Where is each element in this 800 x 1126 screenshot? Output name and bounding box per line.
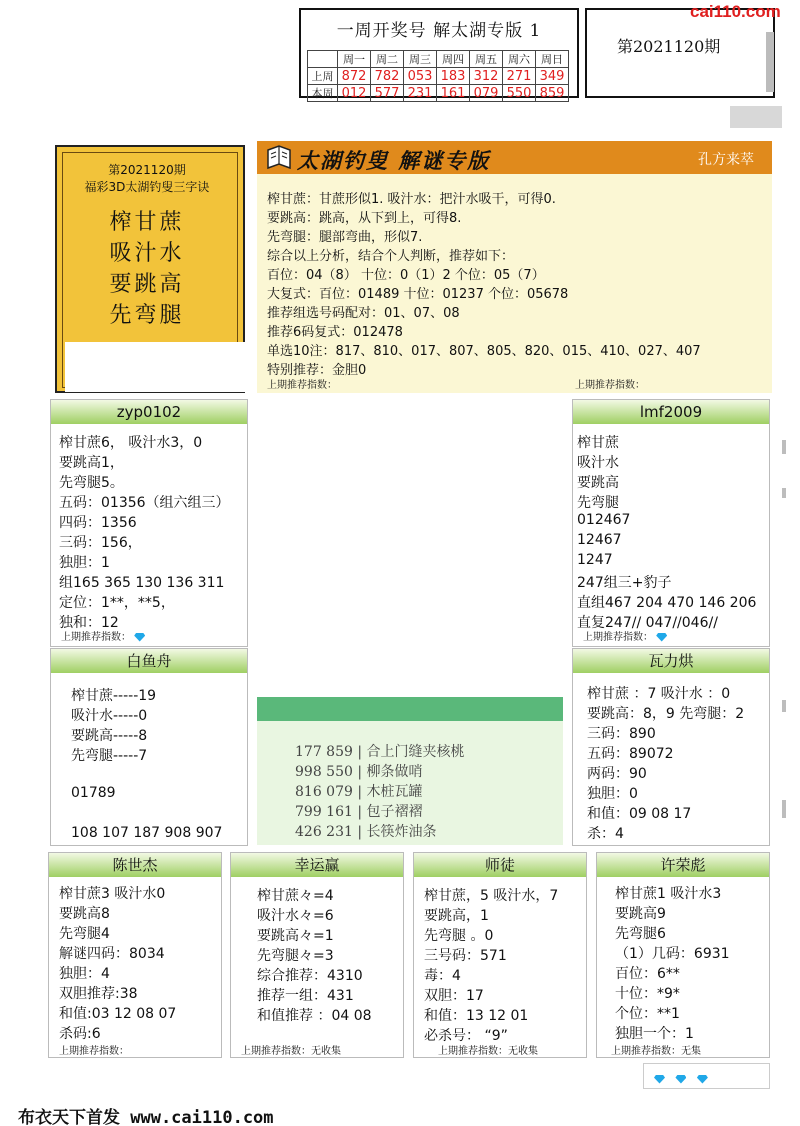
previous-rating — [61, 628, 145, 643]
expert-line: 个位：**1 — [615, 1006, 680, 1022]
article-line: 要跳高：跳高，从下到上，可得8. — [267, 211, 462, 226]
riddle-word: 要跳高 — [109, 272, 185, 297]
expert-line: 榨甘蔗-----19 — [71, 688, 157, 704]
previous-rating-label: 上期推荐指数：无收集 — [438, 1046, 538, 1057]
article-line: 推荐6码复式：012478 — [267, 325, 403, 340]
days-row — [308, 51, 569, 68]
result-number: 271 — [503, 68, 536, 85]
expert-name: zyp0102 — [51, 400, 247, 424]
expert-line: 榨甘蔗6， 吸汁水3，0 — [59, 435, 203, 451]
result-number: 349 — [536, 68, 569, 85]
result-number: 053 — [404, 68, 437, 85]
expert-line: 1247 — [577, 552, 613, 568]
expert-line: 先弯腿-----7 — [71, 748, 148, 764]
day-label: 周三 — [404, 51, 437, 68]
expert-name: 陈世杰 — [49, 853, 221, 877]
site-footer[interactable]: 布衣天下首发 www.cai110.com — [18, 1108, 274, 1126]
expert-name: 幸运赢 — [231, 853, 403, 877]
day-label: 周日 — [536, 51, 569, 68]
expert-line: 和值：13 12 01 — [424, 1008, 529, 1024]
expert-box-chenshijie — [48, 852, 222, 1058]
this-week-row — [308, 85, 569, 102]
expert-box-xurongbiao — [596, 852, 770, 1058]
expert-line: 榨甘蔗1 吸汁水3 — [615, 886, 722, 902]
riddle-word: 先弯腿 — [109, 303, 185, 328]
expert-line: 先弯腿4 — [59, 926, 110, 942]
expert-line: 要跳高 — [577, 475, 619, 491]
expert-box-zyp0102 — [50, 399, 248, 647]
expert-name: 瓦力烘 — [573, 649, 769, 673]
expert-line: 12467 — [577, 532, 622, 548]
riddle-word: 吸汁水 — [109, 241, 185, 266]
expert-line: 247组三+豹子 — [577, 575, 672, 591]
blank-area — [65, 342, 245, 392]
diamond-icon — [697, 1075, 708, 1084]
previous-rating-label: 上期推荐指数：无集 — [611, 1046, 701, 1057]
expert-line: 双胆：17 — [424, 988, 484, 1004]
expert-name: 许荣彪 — [597, 853, 769, 877]
expert-line: 五码：01356（组六组三） — [59, 495, 230, 511]
history-item: 177 859 | 合上门缝夹核桃 — [295, 744, 465, 760]
article-body — [257, 174, 772, 393]
expert-line: 榨甘蔗3 吸汁水0 — [59, 886, 166, 902]
day-label: 周二 — [371, 51, 404, 68]
edge-mark — [782, 488, 786, 498]
expert-line: （1）几码：6931 — [615, 946, 730, 962]
result-number: 872 — [338, 68, 371, 85]
result-number: 161 — [437, 85, 470, 102]
rating-diamonds — [643, 1063, 770, 1089]
article-line: 单选10注：817、810、017、807、805、820、015、410、027、407 — [267, 344, 701, 359]
weekly-results-title: 一周开奖号 解太湖专版 1 — [336, 21, 542, 41]
expert-line: 要跳高：8，9 先弯腿：2 — [587, 706, 745, 722]
article-line: 榨甘蔗：甘蔗形似1. 吸汁水：把汁水吸干，可得0. — [267, 192, 556, 207]
expert-line: 先弯腿 — [577, 495, 619, 511]
expert-line: 毒：4 — [424, 968, 461, 984]
diamond-icon — [675, 1075, 686, 1084]
site-logo[interactable]: cai110.com — [690, 2, 781, 21]
history-item: 998 550 | 柳条做哨 — [295, 764, 423, 780]
expert-line: 独和：12 — [59, 615, 119, 631]
expert-line: 综合推荐：4310 — [257, 968, 363, 984]
expert-name: lmf2009 — [573, 400, 769, 424]
result-number: 079 — [470, 85, 503, 102]
diamond-icon — [654, 1075, 665, 1084]
weekly-results-table — [307, 50, 569, 102]
expert-line: 榨甘蔗々=4 — [257, 888, 334, 904]
expert-line: 榨甘蔗，5 吸汁水，7 — [424, 888, 559, 904]
expert-line: 先弯腿5。 — [59, 475, 124, 491]
previous-rating-label: 上期推荐指数： — [267, 380, 337, 391]
expert-line: 四码：1356 — [59, 515, 137, 531]
expert-line: 直组467 204 470 146 206 — [577, 595, 757, 611]
expert-line: 五码：89072 — [587, 746, 674, 762]
expert-line: 必杀号： “9” — [424, 1028, 508, 1044]
history-item: 426 231 | 长筷炸油条 — [295, 824, 437, 840]
issue-number: 第2021120期 — [617, 37, 721, 56]
article-line: 特别推荐：金胆0 — [267, 363, 367, 378]
result-number: 012 — [338, 85, 371, 102]
expert-line: 吸汁水-----0 — [71, 708, 148, 724]
article-line: 先弯腿：腿部弯曲，形似7. — [267, 230, 423, 245]
result-number: 231 — [404, 85, 437, 102]
expert-box-xingyunying — [230, 852, 404, 1058]
expert-line: 先弯腿6 — [615, 926, 666, 942]
expert-name: 白鱼舟 — [51, 649, 247, 673]
result-number: 550 — [503, 85, 536, 102]
expert-line: 杀码:6 — [59, 1026, 101, 1042]
article-author: 孔方来萃 — [698, 152, 754, 168]
expert-line: 吸汁水 — [577, 455, 619, 471]
history-item: 799 161 | 包子褶褶 — [295, 804, 423, 820]
article-line: 推荐组选号码配对：01、07、08 — [267, 306, 460, 321]
result-number: 183 — [437, 68, 470, 85]
weekly-results-box — [299, 8, 579, 101]
expert-line: 先弯腿 。0 — [424, 928, 494, 944]
expert-line: 和值:03 12 08 07 — [59, 1006, 177, 1022]
expert-line: 双胆推荐:38 — [59, 986, 138, 1002]
expert-line: 和值推荐 ：04 08 — [257, 1008, 372, 1024]
expert-line: 定位：1**，**5， — [59, 595, 175, 611]
day-label: 周一 — [338, 51, 371, 68]
expert-line: 先弯腿々=3 — [257, 948, 334, 964]
row-label: 本周 — [308, 85, 338, 102]
article-line: 百位：04（8） 十位：0（1）2 个位：05（7） — [267, 268, 545, 283]
expert-box-shitu — [413, 852, 587, 1058]
expert-box-lmf2009 — [572, 399, 770, 647]
previous-rating-label: 上期推荐指数：无收集 — [241, 1046, 341, 1057]
expert-line: 要跳高々=1 — [257, 928, 334, 944]
expert-line: 解谜四码：8034 — [59, 946, 165, 962]
expert-line: 十位：*9* — [615, 986, 680, 1002]
expert-line: 独胆一个：1 — [615, 1026, 694, 1042]
expert-line: 01789 — [71, 785, 116, 801]
result-number: 782 — [371, 68, 404, 85]
diamond-icon — [134, 633, 145, 642]
expert-line: 012467 — [577, 512, 631, 528]
expert-line: 要跳高，1 — [424, 908, 489, 924]
history-item: 816 079 | 木桩瓦罐 — [295, 784, 423, 800]
expert-line: 吸汁水々=6 — [257, 908, 334, 924]
expert-line: 组165 365 130 136 311 — [59, 575, 225, 591]
riddle-panel — [55, 145, 245, 393]
last-week-row — [308, 68, 569, 85]
expert-line: 三号码：571 — [424, 948, 507, 964]
riddle-word: 榨甘蔗 — [109, 210, 185, 235]
expert-line: 和值：09 08 17 — [587, 806, 692, 822]
previous-rating — [583, 628, 667, 643]
expert-line: 要跳高9 — [615, 906, 666, 922]
day-label: 周四 — [437, 51, 470, 68]
previous-rating-label: 上期推荐指数： — [575, 380, 645, 391]
expert-line: 杀：4 — [587, 826, 624, 842]
history-list — [257, 721, 563, 845]
article-header — [257, 141, 772, 174]
edge-mark — [782, 440, 786, 454]
day-label: 周五 — [470, 51, 503, 68]
result-number: 859 — [536, 85, 569, 102]
article-line: 综合以上分析，结合个人判断，推荐如下： — [267, 249, 515, 264]
expert-line: 要跳高1， — [59, 455, 124, 471]
expert-line: 榨甘蔗 ：7 吸汁水 ：0 — [587, 686, 731, 702]
expert-line: 108 107 187 908 907 — [71, 825, 223, 841]
article-title: 太湖钓叟 解谜专版 — [297, 148, 491, 173]
logo-divider — [766, 32, 774, 92]
previous-rating-label: 上期推荐指数： — [583, 632, 653, 643]
expert-line: 独胆：0 — [587, 786, 638, 802]
diamond-icon — [656, 633, 667, 642]
day-label: 周六 — [503, 51, 536, 68]
expert-name: 师徒 — [414, 853, 586, 877]
expert-line: 推荐一组：431 — [257, 988, 354, 1004]
book-icon — [265, 144, 293, 171]
expert-line: 独胆：4 — [59, 966, 110, 982]
expert-line: 百位：6** — [615, 966, 680, 982]
previous-rating-label: 上期推荐指数： — [59, 1046, 129, 1057]
history-strip — [257, 697, 563, 721]
edge-mark — [782, 800, 786, 818]
riddle-subtitle: 福彩3D太湖钓叟三字诀 — [84, 180, 210, 194]
expert-line: 直复247// 047//046// — [577, 615, 718, 631]
expert-line: 要跳高-----8 — [71, 728, 148, 744]
previous-rating-label: 上期推荐指数： — [61, 632, 131, 643]
expert-line: 要跳高8 — [59, 906, 110, 922]
row-label: 上周 — [308, 68, 338, 85]
expert-line: 三码：156， — [59, 535, 142, 551]
expert-box-baiyuzhou — [50, 648, 248, 846]
expert-line: 独胆：1 — [59, 555, 110, 571]
expert-line: 三码：890 — [587, 726, 656, 742]
result-number: 577 — [371, 85, 404, 102]
result-number: 312 — [470, 68, 503, 85]
riddle-issue: 第2021120期 — [108, 163, 186, 177]
expert-line: 两码：90 — [587, 766, 647, 782]
article-line: 大复式：百位：01489 十位：01237 个位：05678 — [267, 287, 569, 302]
decorative-strip — [730, 106, 782, 128]
edge-mark — [782, 700, 786, 712]
expert-box-walihong — [572, 648, 770, 846]
expert-line: 榨甘蔗 — [577, 435, 619, 451]
